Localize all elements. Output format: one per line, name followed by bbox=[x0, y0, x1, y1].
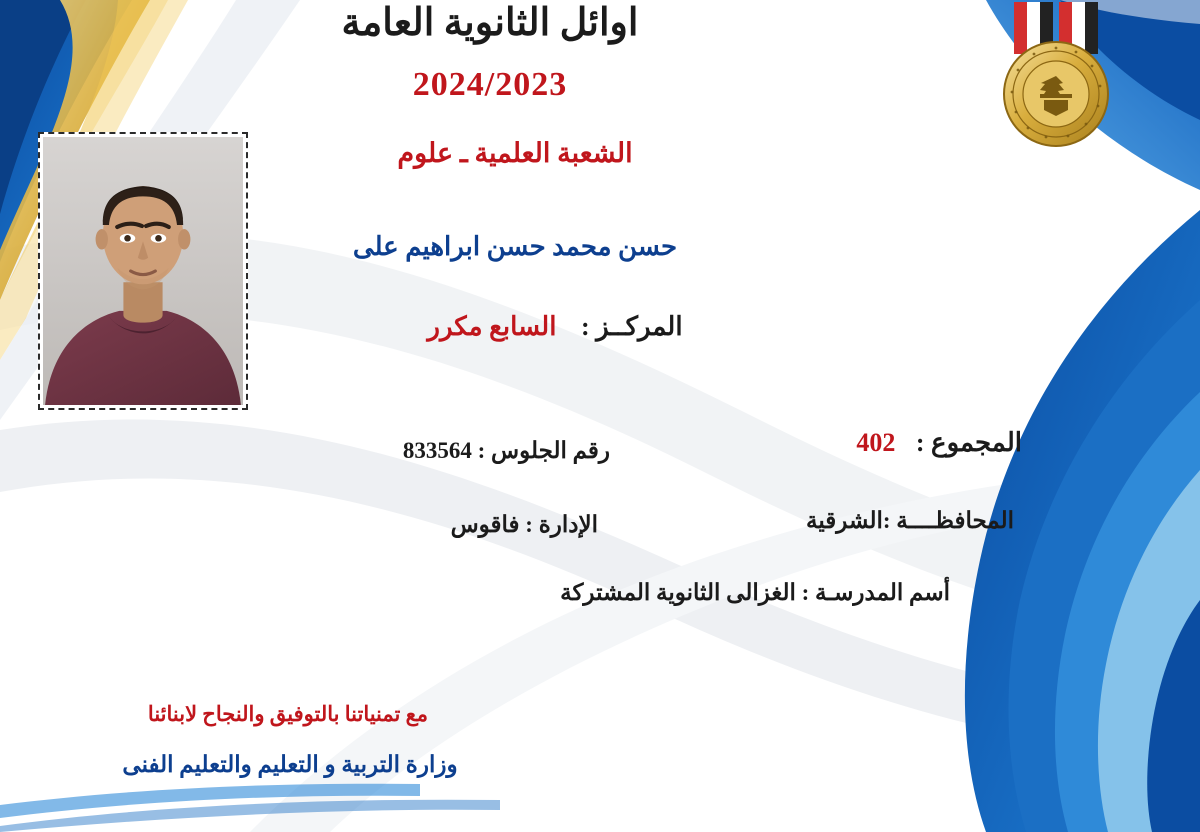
rank-label: المركــز : bbox=[580, 312, 683, 341]
seat-number: رقم الجلوس : 833564 bbox=[402, 438, 610, 463]
student-photo-frame bbox=[38, 132, 248, 410]
school-name: أسم المدرسـة : الغزالى الثانوية المشتركة bbox=[560, 580, 950, 605]
governorate: المحافظــــة :الشرقية bbox=[806, 508, 1014, 533]
branch-label: الشعبة العلمية ـ علوم bbox=[397, 138, 633, 168]
total-row bbox=[856, 428, 1022, 458]
student-portrait-illustration bbox=[43, 137, 243, 405]
administration: الإدارة : فاقوس bbox=[450, 512, 598, 537]
total-value: 402 bbox=[856, 428, 896, 457]
student-name: حسن محمد حسن ابراهيم على bbox=[352, 232, 678, 261]
ministry-name: وزارة التربية و التعليم والتعليم الفنى bbox=[122, 752, 458, 777]
page-title: اوائل الثانوية العامة bbox=[341, 2, 639, 44]
academic-year: 2024/2023 bbox=[412, 66, 568, 103]
student-photo bbox=[43, 137, 243, 405]
ministry-of-education-medal-icon bbox=[990, 2, 1122, 154]
total-label: المجموع : bbox=[915, 428, 1022, 457]
rank-value: السابع مكرر bbox=[427, 312, 557, 341]
wish-message: مع تمنياتنا بالتوفيق والنجاح لابنائنا bbox=[147, 702, 429, 726]
